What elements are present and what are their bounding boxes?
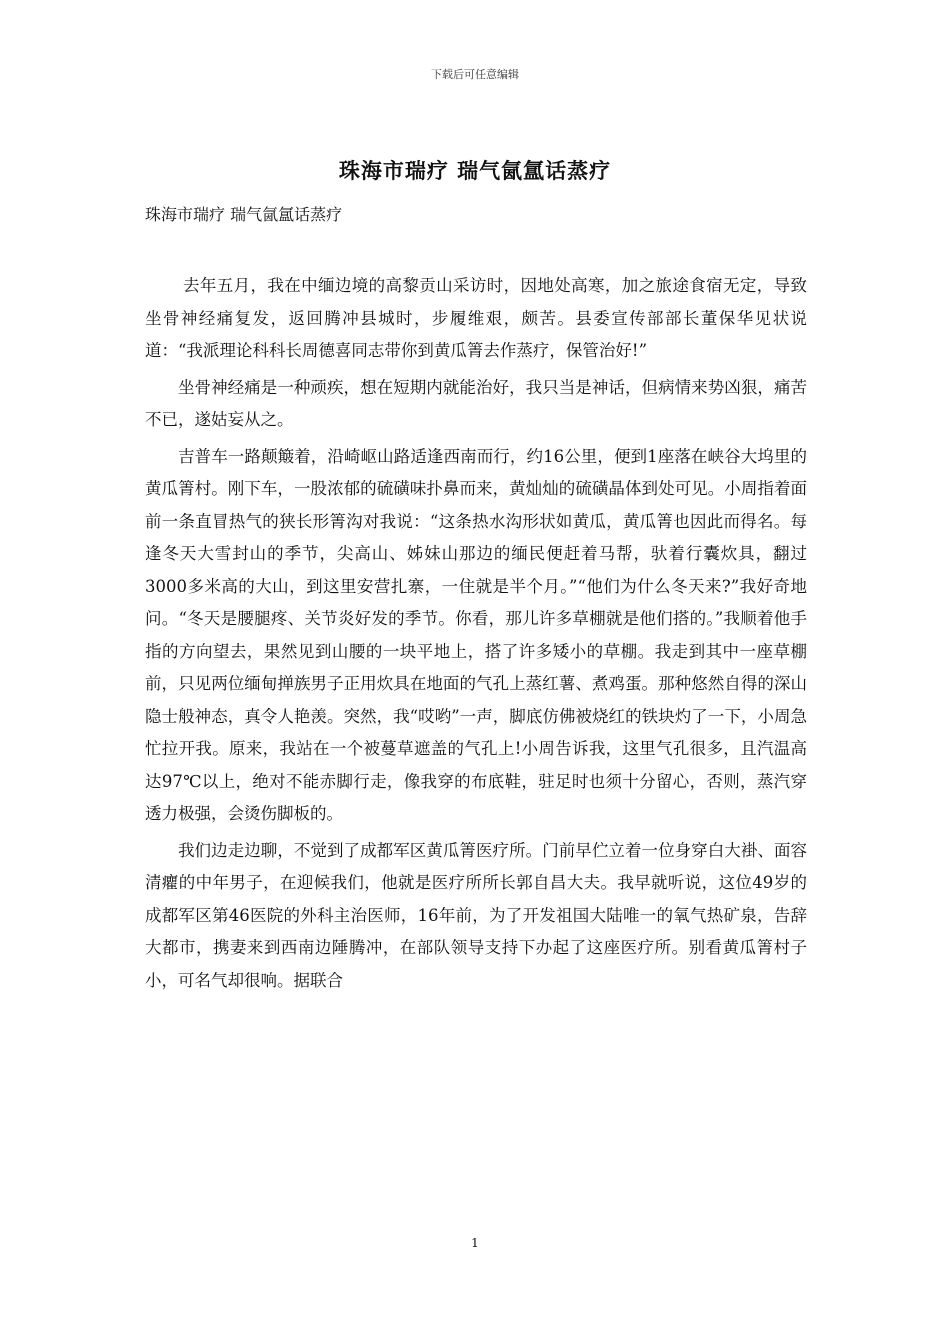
paragraph-4: 我们边走边聊，不觉到了成都军区黄瓜箐医疗所。门前早伫立着一位身穿白大褂、面容清癯的中年男子，在迎候我们，他就是医疗所所长郭自昌大夫。我早就听说，这位49岁的成都军区第46医院的外科主治医师，16年前，为了开发祖国大陆唯一的氧气热矿泉，告辞大都市，携妻来到西南边陲腾冲，在部队领导支持下办起了这座医疗所。别看黄瓜箐村子小，可名气却很响。据联合	[145, 840, 807, 990]
document-title: 珠海市瑞疗 瑞气氤氲话蒸疗	[338, 158, 612, 183]
document-subtitle: 珠海市瑞疗 瑞气氤氲话蒸疗	[145, 205, 343, 224]
paragraph-2: 坐骨神经痛是一种顽疾，想在短期内就能治好，我只当是神话，但病情来势凶狠，痛苦不已，遂姑妄从之。	[145, 377, 807, 429]
document-body	[145, 270, 807, 1001]
paragraph-1: 去年五月，我在中缅边境的高黎贡山采访时，因地处高寒，加之旅途食宿无定，导致坐骨神经痛复发，返回腾冲县城时，步履维艰，颇苦。县委宣传部部长董保华见状说道：“我派理论科科长周德喜同志带你到黄瓜箐去作蒸疗，保管治好!”	[145, 276, 807, 360]
page-number: 1	[471, 1236, 479, 1250]
paragraph-3: 吉普车一路颠簸着，沿崎岖山路适逢西南而行，约16公里，便到1座落在峡谷大坞里的黄瓜箐村。刚下车，一股浓郁的硫磺味扑鼻而来，黄灿灿的硫磺晶体到处可见。小周指着面前一条直冒热气的狭长形箐沟对我说：“这条热水沟形状如黄瓜，黄瓜箐也因此而得名。每逢冬天大雪封山的季节，尖高山、姊妹山那边的缅民便赶着马帮，驮着行囊炊具，翻过3000多米高的大山，到这里安营扎寨，一住就是半个月。”“他们为什么冬天来?”我好奇地问。“冬天是腰腿疼、关节炎好发的季节。你看，那儿许多草棚就是他们搭的。”我顺着他手指的方向望去，果然见到山腰的一块平地上，搭了许多矮小的草棚。我走到其中一座草棚前，只见两位缅甸掸族男子正用炊具在地面的气孔上蒸红薯、煮鸡蛋。那种悠然自得的深山隐士般神态，真令人艳羡。突然，我“哎哟”一声，脚底仿佛被烧红的铁块灼了一下，小周急忙拉开我。原来，我站在一个被蔓草遮盖的气孔上!小周告诉我，这里气孔很多，且汽温高达97℃以上，绝对不能赤脚行走，像我穿的布底鞋，驻足时也须十分留心，否则，蒸汽穿透力极强，会烫伤脚板的。	[145, 446, 807, 823]
page-header-note: 下载后可任意编辑	[431, 68, 519, 81]
